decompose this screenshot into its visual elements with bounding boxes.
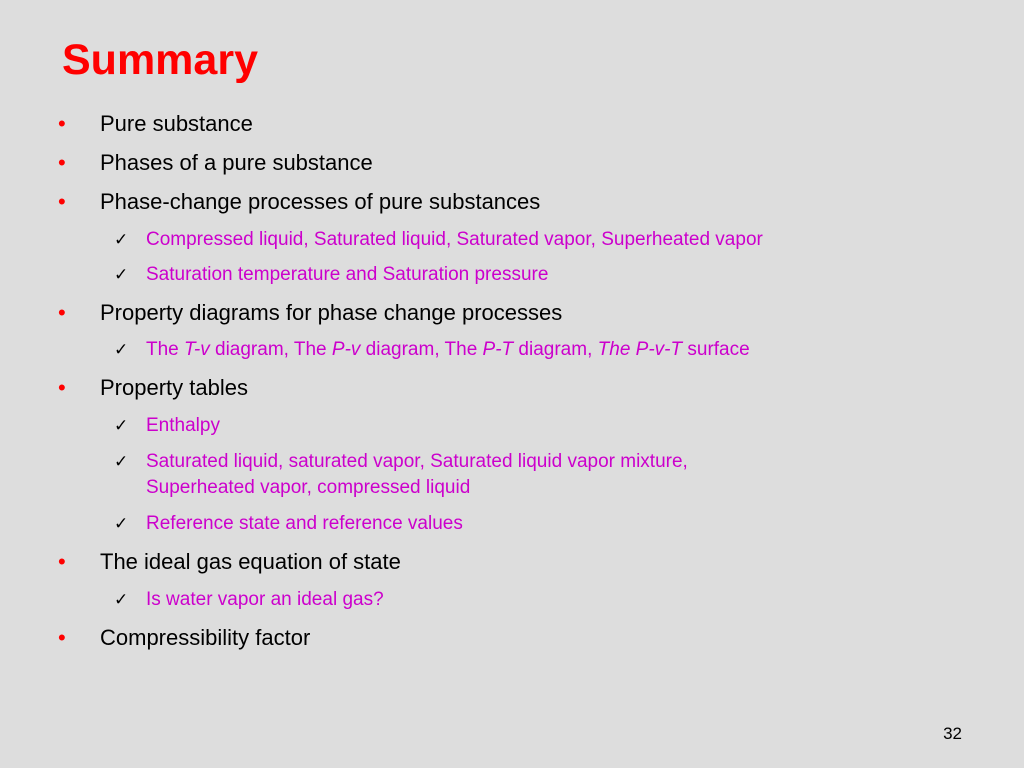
sub-item-text-part: surface: [682, 339, 750, 360]
bullet-icon: •: [58, 111, 66, 136]
bullet-text: Property tables: [100, 375, 248, 400]
bullet-icon: •: [58, 549, 66, 574]
slide-title: Summary: [62, 36, 258, 84]
checkmark-icon: ✓: [114, 590, 129, 609]
bullet-text: Pure substance: [100, 111, 253, 136]
bullet-item-ideal-gas: [58, 548, 401, 576]
sub-item-text: Is water vapor an ideal gas?: [146, 589, 384, 610]
bullet-icon: •: [58, 150, 66, 175]
bullet-text: Compressibility factor: [100, 625, 311, 650]
checkmark-icon: ✓: [114, 340, 129, 359]
bullet-item-property-diagrams: [58, 299, 563, 327]
sub-item-text-italic: P-v: [331, 339, 361, 360]
bullet-text: Phases of a pure substance: [100, 150, 373, 175]
sub-item-enthalpy: [114, 413, 220, 439]
sub-item-phase-states: [114, 227, 763, 253]
bullet-icon: •: [58, 375, 66, 400]
checkmark-icon: ✓: [114, 230, 129, 249]
sub-item-reference-state: [114, 511, 463, 537]
bullet-icon: •: [58, 625, 66, 650]
checkmark-icon: ✓: [114, 265, 129, 284]
page-number: 32: [943, 724, 962, 743]
sub-item-text-part: diagram, The: [360, 339, 483, 360]
sub-item-diagrams: [114, 337, 750, 363]
sub-item-water-vapor: [114, 587, 384, 613]
bullet-item-pure-substance: [58, 110, 253, 138]
sub-item-text: Saturation temperature and Saturation pressure: [146, 264, 549, 285]
sub-item-text: Enthalpy: [146, 415, 220, 436]
sub-item-text-italic: The P-v-T: [597, 339, 683, 360]
sub-item-text-part: diagram, The: [209, 339, 332, 360]
sub-item-text: Compressed liquid, Saturated liquid, Saturated vapor, Superheated vapor: [146, 229, 763, 250]
checkmark-icon: ✓: [114, 416, 129, 435]
sub-item-text-line: Superheated vapor, compressed liquid: [146, 477, 471, 498]
bullet-item-property-tables: [58, 374, 248, 402]
sub-item-text-part: diagram,: [513, 339, 598, 360]
bullet-icon: •: [58, 189, 66, 214]
sub-item-saturation: [114, 262, 549, 288]
bullet-item-compressibility: [58, 624, 311, 652]
sub-item-text-italic: P-T: [482, 339, 514, 360]
sub-item-text-italic: T-v: [184, 339, 210, 360]
bullet-text: Phase-change processes of pure substances: [100, 189, 541, 214]
checkmark-icon: ✓: [114, 452, 129, 471]
bullet-icon: •: [58, 300, 66, 325]
sub-item-text: Reference state and reference values: [146, 513, 463, 534]
bullet-item-phase-change: [58, 188, 541, 216]
sub-item-text-line: Saturated liquid, saturated vapor, Saturated liquid vapor mixture,: [146, 451, 688, 472]
checkmark-icon: ✓: [114, 514, 129, 533]
bullet-item-phases: [58, 149, 373, 177]
bullet-text: Property diagrams for phase change processes: [100, 300, 563, 325]
bullet-text: The ideal gas equation of state: [100, 549, 401, 574]
sub-item-text-part: The: [146, 339, 185, 360]
sub-item-saturated-states: [114, 449, 688, 501]
